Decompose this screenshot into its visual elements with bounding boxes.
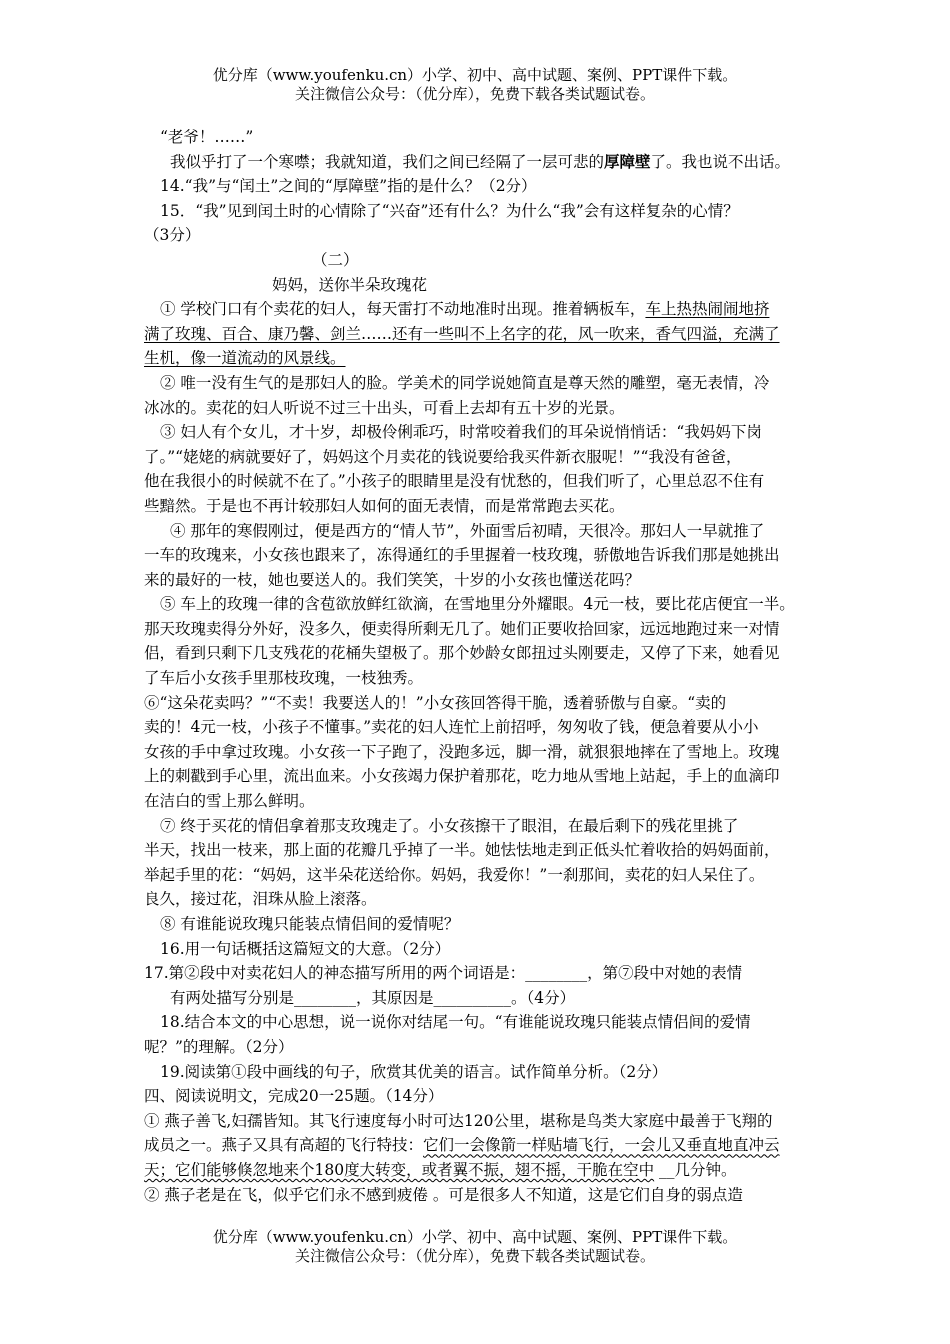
paragraph-3: ③ 妇人有个女儿，才十岁，却极伶俐乖巧，时常咬着我们的耳朵说悄悄话：“我妈妈下岗 (160, 423, 762, 442)
text-line: 成员之一。燕子又具有高超的飞行特技：它们一会像箭一样贴墙飞行，一会儿又垂直地直冲云 (144, 1136, 780, 1155)
text-line: 半天，找出一枝来，那上面的花瓣几乎掉了一半。她怯怯地走到正低头忙着收拾的妈妈面前， (144, 841, 780, 860)
page-header (0, 66, 950, 104)
text-line: 举起手里的花：“妈妈，这半朵花送给你。妈妈，我爱你！”一刹那间，卖花的妇人呆住了。 (144, 865, 765, 884)
footer-line-1: 优分库（www.youfenku.cn）小学、初中、高中试题、案例、PPT课件下载。 (212, 1228, 738, 1246)
paragraph-5: ⑤ 车上的玫瑰一律的含苞欲放鲜红欲滴，在雪地里分外耀眼。4元一枝，要比花店便宜一半。 (160, 595, 795, 614)
question-15: 15．“我”见到闰土时的心情除了“兴奋”还有什么？为什么“我”会有这样复杂的心情？ (160, 201, 739, 220)
text-line: “老爷！……” (160, 128, 254, 146)
footer-line-2: 关注微信公众号：（优分库），免费下载各类试题试卷。 (294, 1247, 655, 1265)
text-line: 我似乎打了一个寒噤；我就知道，我们之间已经隔了一层可悲的厚障壁了。我也说不出话。 (170, 151, 791, 171)
text-line: 那天玫瑰卖得分外好，没多久，便卖得所剩无几了。她们正要收拾回家，远远地跑过来一对情 (144, 619, 780, 638)
question-18: 18.结合本文的中心思想，说一说你对结尾一句。“有谁能说玫瑰只能装点情侣间的爱情 (160, 1013, 751, 1032)
text-line: 在洁白的雪上那么鲜明。 (144, 792, 315, 811)
header-line-1: 优分库（www.youfenku.cn）小学、初中、高中试题、案例、PPT课件下载。 (212, 66, 738, 84)
text-line: 侣，看到只剩下几支残花的花桶失望极了。那个妙龄女郎扭过头刚要走，又停了下来，她看见 (144, 644, 780, 663)
text-line: 他在我很小的时候就不在了。”小孩子的眼睛里是没有忧愁的，但我们听了，心里总忍不住有 (144, 472, 765, 491)
section-heading: （二） (312, 250, 359, 269)
question-18-cont: 呢？”的理解。（2分） (144, 1037, 294, 1056)
text-line: 一车的玫瑰来，小女孩也跟来了，冻得通红的手里握着一枝玫瑰，骄傲地告诉我们那是她挑出 (144, 546, 780, 565)
text-line: 了车后小女孩手里那枝玫瑰，一枝独秀。 (144, 669, 424, 688)
text-line: 上的刺戳到手心里，流出血来。小女孩竭力保护着那花，吃力地从雪地上站起，手上的血滴印 (144, 767, 780, 786)
text-line: 女孩的手中拿过玫瑰。小女孩一下子跑了，没跑多远，脚一滑，就狠狠地摔在了雪地上。玫瑰 (144, 742, 780, 761)
text-line: 来的最好的一枝，她也要送人的。我们笑笑，十岁的小女孩也懂送花吗？ (144, 570, 641, 589)
text-line: 良久，接过花，泪珠从脸上滚落。 (144, 890, 377, 909)
question-16: 16.用一句话概括这篇短文的大意。（2分） (160, 939, 451, 958)
text-line: 卖的！4元一枝，小孩子不懂事。”卖花的妇人连忙上前招呼，匆匆收了钱，便急着要从小小 (144, 718, 759, 737)
blank: __ (654, 1160, 675, 1179)
paragraph-2: ② 唯一没有生气的是那妇人的脸。学美术的同学说她简直是尊天然的雕塑，毫无表情，冷 (160, 373, 770, 392)
paragraph-7: ⑦ 终于买花的情侣拿着那支玫瑰走了。小女孩擦干了眼泪，在最后剩下的残花里挑了 (160, 816, 739, 835)
header-line-2: 关注微信公众号：（优分库），免费下载各类试题试卷。 (294, 85, 655, 103)
underlined-sentence: 满了玫瑰、百合、康乃馨、剑兰……还有一些叫不上名字的花，风一吹来，香气四溢，充满了 (144, 324, 780, 343)
question-14: 14.“我”与“闰土”之间的“厚障壁”指的是什么？（2分） (160, 177, 537, 196)
question-19: 19.阅读第①段中画线的句子，欣赏其优美的语言。试作简单分析。（2分） (160, 1062, 668, 1081)
bold-term: 厚障壁 (604, 151, 651, 171)
section-4-heading: 四、阅读说明文，完成20一25题。（14分） (144, 1087, 444, 1106)
question-17: 17.第②段中对卖花妇人的神态描写所用的两个词语是：________，第⑦段中对她的表情 (144, 964, 743, 983)
text-line: 天；它们能够倏忽地来个180度大转变，或者翼不振，翅不摇，干脆在空中 __几分钟。 (144, 1160, 737, 1179)
wavy-underlined-sentence: 它们一会像箭一样贴墙飞行，一会儿又垂直地直冲云 (423, 1136, 780, 1155)
paragraph-8: ⑧ 有谁能说玫瑰只能装点情侣间的爱情呢？ (160, 915, 460, 933)
text-line: 了。”“姥姥的病就要好了，妈妈这个月卖花的钱说要给我买件新衣服呢！”“我没有爸爸， (144, 447, 742, 466)
document-body (144, 125, 844, 1207)
page-footer (0, 1228, 950, 1266)
underlined-sentence: 车上热热闹闹地挤 (645, 300, 770, 319)
wavy-underlined-sentence: 天；它们能够倏忽地来个180度大转变，或者翼不振，翅不摇， (144, 1160, 577, 1179)
paragraph-4: ④ 那年的寒假刚过，便是西方的“情人节”，外面雪后初晴，天很冷。那妇人一早就推了 (170, 521, 765, 540)
underlined-sentence-end: 生机，像一道流动的风景线。 (144, 349, 346, 368)
paragraph-1: ① 学校门口有个卖花的妇人，每天雷打不动地准时出现。推着辆板车，车上热热闹闹地挤 (160, 300, 770, 319)
text-line: 些黯然。于是也不再计较那妇人如何的面无表情，而是常常跑去买花。 (144, 496, 625, 515)
reading-paragraph-2: ② 燕子老是在飞，似乎它们永不感到疲倦 。可是很多人不知道，这是它们自身的弱点造 (144, 1185, 743, 1204)
text-line: 冰冰的。卖花的妇人听说不过三十出头，可看上去却有五十岁的光景。 (144, 398, 625, 417)
paragraph-6: ⑥“这朵花卖吗？”“不卖！我要送人的！”小女孩回答得干脆，透着骄傲与自豪。“卖的 (144, 693, 727, 712)
question-17-cont: 有两处描写分别是________，其原因是__________。（4分） (170, 988, 576, 1007)
reading-paragraph-1: ① 燕子善飞,妇孺皆知。其飞行速度每小时可达120公里，堪称是鸟类大家庭中最善于飞翔的 (144, 1111, 773, 1130)
article-title: 妈妈，送你半朵玫瑰花 (272, 275, 428, 294)
question-15-cont: （3分） (144, 226, 201, 245)
